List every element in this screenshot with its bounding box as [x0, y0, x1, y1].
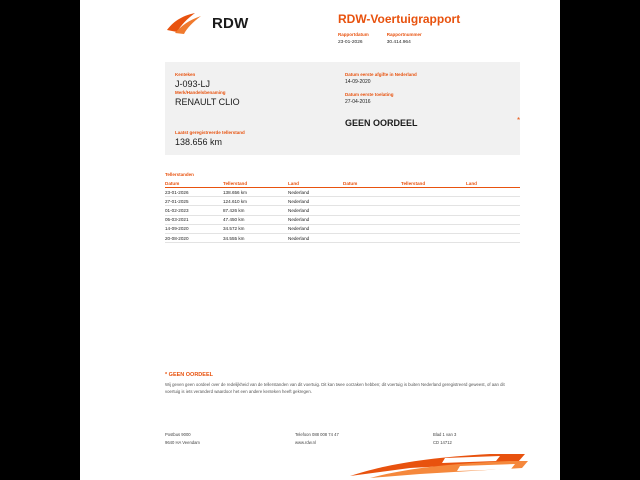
- cell-land-2: [466, 188, 520, 197]
- cell-tellerstand: 87.426 km: [223, 206, 288, 215]
- cell-tellerstand-2: [401, 206, 466, 215]
- verdict-text: GEEN OORDEEL: [345, 118, 418, 128]
- cell-datum: 01-02-2023: [165, 206, 223, 215]
- document-page: [80, 0, 560, 480]
- merk-label: Merk/Handelsbenaming: [175, 90, 226, 95]
- cell-tellerstand: 138.656 km: [223, 188, 288, 197]
- eerste-afgifte-label: Datum eerste afgifte in Nederland: [345, 72, 417, 77]
- cell-tellerstand: 47.450 km: [223, 215, 288, 224]
- col-datum-1: Datum: [165, 180, 223, 188]
- cell-land: Nederland: [288, 224, 343, 233]
- cell-tellerstand-2: [401, 188, 466, 197]
- eerste-afgifte-block: [345, 72, 417, 85]
- cell-land-2: [466, 197, 520, 206]
- cell-datum: 05-03-2021: [165, 215, 223, 224]
- cell-land: Nederland: [288, 188, 343, 197]
- report-date-block: [338, 32, 369, 45]
- cell-datum: 14-09-2020: [165, 224, 223, 233]
- merk-block: [175, 90, 240, 107]
- cell-datum-2: [343, 188, 401, 197]
- eerste-toelating-label: Datum eerste toelating: [345, 92, 394, 97]
- col-land-2: Land: [466, 180, 520, 188]
- kenteken-block: [175, 72, 210, 89]
- footer-address-line1: Postbus 9000: [165, 432, 191, 437]
- cell-datum-2: [343, 197, 401, 206]
- tellerstanden-table: [165, 180, 520, 243]
- cell-datum-2: [343, 206, 401, 215]
- vehicle-summary-panel: [165, 62, 520, 155]
- eerste-toelating-value: 27-04-2016: [345, 99, 371, 105]
- cell-land-2: [466, 224, 520, 233]
- table-row: [165, 188, 520, 197]
- cell-land-2: [466, 206, 520, 215]
- laatste-tellerstand-value: 138.656 km: [175, 137, 223, 147]
- cell-datum: 27-01-2025: [165, 197, 223, 206]
- report-number-label: Rapportnummer: [386, 32, 422, 37]
- cell-land: Nederland: [288, 197, 343, 206]
- cell-land: Nederland: [288, 206, 343, 215]
- cell-land-2: [466, 215, 520, 224]
- footer-address: [165, 432, 200, 448]
- table-row: [165, 206, 520, 215]
- table-row: [165, 197, 520, 206]
- footer-pagination: [433, 432, 456, 448]
- cell-land-2: [466, 233, 520, 242]
- report-number-block: [387, 32, 422, 45]
- col-tellerstand-2: Tellerstand: [401, 180, 466, 188]
- eerste-afgifte-value: 14-09-2020: [345, 79, 371, 85]
- merk-value: RENAULT CLIO: [175, 97, 240, 107]
- cell-land: Nederland: [288, 233, 343, 242]
- laatste-tellerstand-block: [175, 130, 245, 147]
- rdw-logo-text: RDW: [212, 14, 249, 32]
- footer-contact: [295, 432, 339, 448]
- rdw-logo: [165, 10, 248, 36]
- footer-phone: Telefoon 088 008 74 47: [295, 432, 339, 437]
- kenteken-value: J-093-LJ: [175, 79, 211, 89]
- rdw-swoosh-icon: [350, 452, 530, 478]
- report-number-value: 30.414.964: [386, 40, 411, 45]
- cell-datum: 20-08-2020: [165, 233, 223, 242]
- cell-land: Nederland: [288, 215, 343, 224]
- report-date-label: Rapportdatum: [338, 32, 369, 37]
- cell-datum: 23-01-2026: [165, 188, 223, 197]
- footnote-title: * GEEN OORDEEL: [165, 372, 213, 378]
- footer-page-number: Blad 1 van 3: [433, 432, 457, 437]
- eerste-toelating-block: [345, 92, 394, 105]
- cell-tellerstand-2: [401, 233, 466, 242]
- table-header-row: [165, 180, 520, 188]
- footnote-body: Wij geven geen oordeel over de redelijkheid van de tellerstanden van dit voertuig. Dit kan twee oorzaken hebben; dit voertuig is buiten Nederland geregistreerd geweest, of aan dit voertuig is iets veranderd waardoor het een andere kenteken heeft gekregen.: [165, 382, 505, 394]
- table-row: [165, 233, 520, 242]
- col-tellerstand-1: Tellerstand: [223, 180, 288, 188]
- report-title: RDW-Voertuigrapport: [338, 12, 461, 26]
- footer-website[interactable]: www.rdw.nl: [295, 440, 316, 445]
- tellerstanden-section: [165, 172, 520, 243]
- table-row: [165, 215, 520, 224]
- col-datum-2: Datum: [343, 180, 401, 188]
- col-land-1: Land: [288, 180, 343, 188]
- cell-tellerstand-2: [401, 197, 466, 206]
- cell-tellerstand: 124.610 km: [223, 197, 288, 206]
- cell-tellerstand-2: [401, 224, 466, 233]
- cell-datum-2: [343, 215, 401, 224]
- cell-datum-2: [343, 233, 401, 242]
- report-meta: [338, 32, 422, 45]
- footer-doc-code: CD 14712: [433, 440, 452, 445]
- laatste-tellerstand-label: Laatst geregistreerde tellerstand: [175, 130, 245, 135]
- cell-tellerstand: 34.555 km: [223, 233, 288, 242]
- footer-address-line2: 9640 HA Veendam: [165, 440, 200, 445]
- kenteken-label: Kenteken: [175, 72, 196, 77]
- cell-datum-2: [343, 224, 401, 233]
- rdw-swoosh-icon: [165, 10, 207, 36]
- cell-tellerstand: 34.572 km: [223, 224, 288, 233]
- cell-tellerstand-2: [401, 215, 466, 224]
- footnote-section: [165, 372, 520, 396]
- tellerstanden-title: Tellerstanden: [165, 172, 194, 177]
- document-header: [80, 0, 560, 62]
- verdict-footnote-marker: *: [517, 116, 521, 125]
- table-row: [165, 224, 520, 233]
- report-date-value: 23-01-2026: [338, 40, 363, 45]
